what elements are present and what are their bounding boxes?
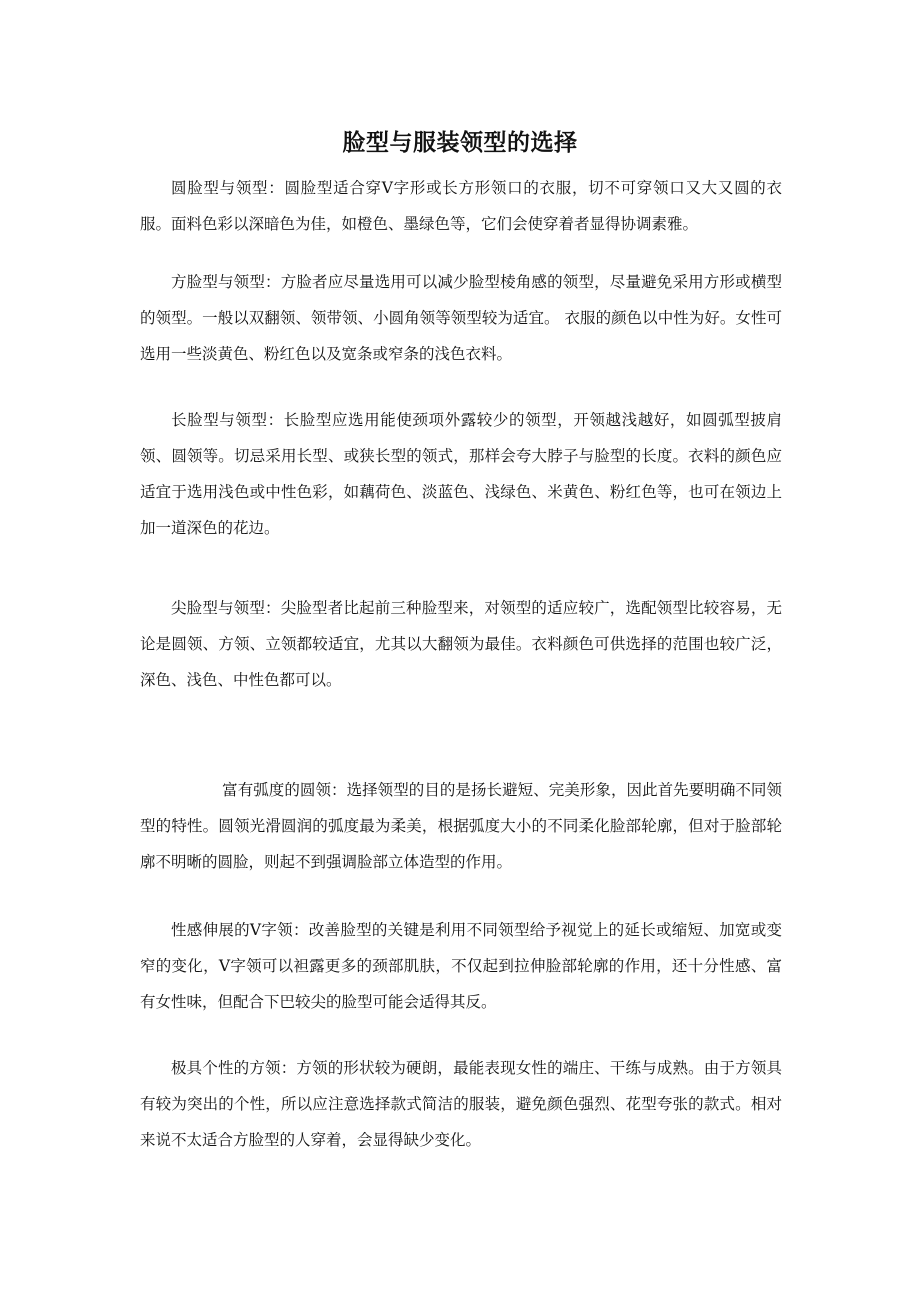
paragraph-square-face: 方脸型与领型：方脸者应尽量选用可以减少脸型棱角感的领型，尽量避免采用方形或横型的领型。一般以双翻领、领带领、小圆角领等领型较为适宜。 衣服的颜色以中性为好。女性可选用一些淡黄色、粉红色以及宽条或窄条的浅色衣料。 xyxy=(140,273,782,363)
paragraph-pointed-face: 尖脸型与领型：尖脸型者比起前三种脸型来，对领型的适应较广，选配领型比较容易，无论是圆领、方领、立领都较适宜，尤其以大翻领为最佳。衣料颜色可供选择的范围也较广泛，深色、浅色、中性色都可以。 xyxy=(140,599,782,689)
paragraph-v-collar: 性感伸展的V字领：改善脸型的关键是利用不同领型给予视觉上的延长或缩短、加宽或变窄的变化，V字领可以袒露更多的颈部肌肤，不仅起到拉伸脸部轮廓的作用，还十分性感、富有女性味，但配合下巴较尖的脸型可能会适得其反。 xyxy=(140,921,782,1011)
paragraph-round-collar: 富有弧度的圆领：选择领型的目的是扬长避短、完美形象，因此首先要明确不同领型的特性。圆领光滑圆润的弧度最为柔美，根据弧度大小的不同柔化脸部轮廓，但对于脸部轮廓不明晰的圆脸，则起不到强调脸部立体造型的作用。 xyxy=(140,781,782,871)
paragraph-round-face: 圆脸型与领型：圆脸型适合穿V字形或长方形领口的衣服，切不可穿领口又大又圆的衣服。面料色彩以深暗色为佳，如橙色、墨绿色等，它们会使穿着者显得协调素雅。 xyxy=(140,179,782,233)
paragraph-square-collar: 极具个性的方领：方领的形状较为硬朗，最能表现女性的端庄、干练与成熟。由于方领具有较为突出的个性，所以应注意选择款式简洁的服装，避免颜色强烈、花型夸张的款式。相对来说不太适合方脸型的人穿着，会显得缺少变化。 xyxy=(140,1059,782,1149)
document-title: 脸型与服装领型的选择 xyxy=(342,129,578,156)
paragraph-long-face: 长脸型与领型：长脸型应选用能使颈项外露较少的领型，开领越浅越好，如圆弧型披肩领、圆领等。切忌采用长型、或狭长型的领式，那样会夸大脖子与脸型的长度。衣料的颜色应适宜于选用浅色或中性色彩，如藕荷色、淡蓝色、浅绿色、米黄色、粉红色等，也可在领边上加一道深色的花边。 xyxy=(140,411,782,537)
